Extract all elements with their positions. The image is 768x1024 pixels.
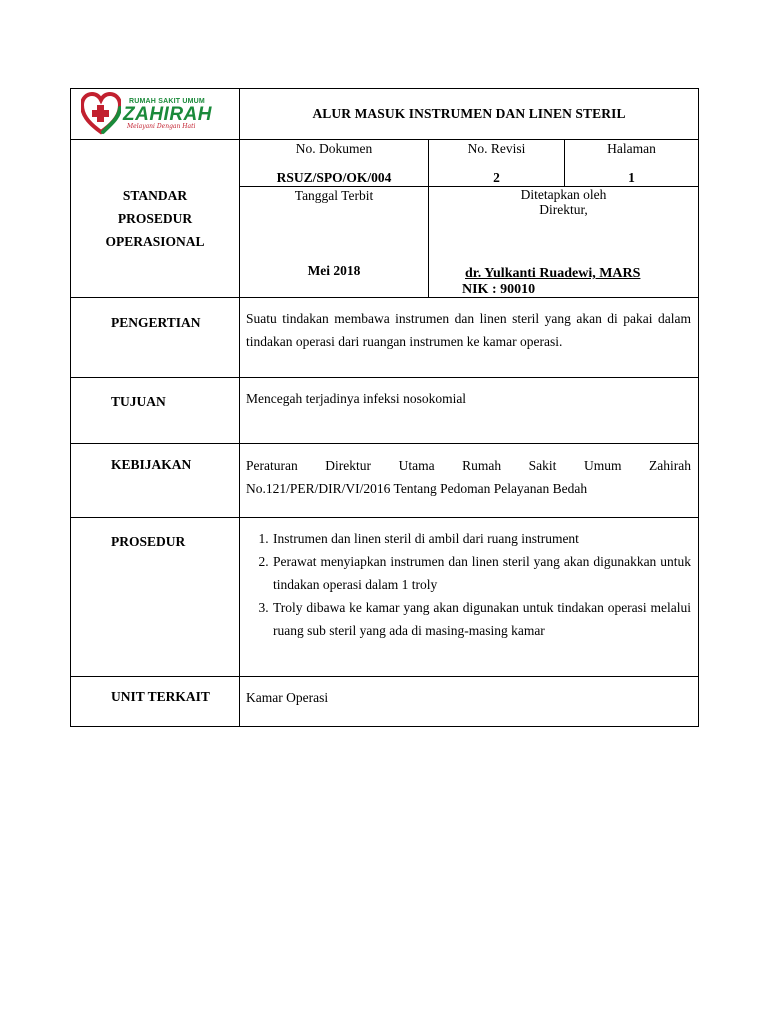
sop-type-line1: STANDAR — [122, 188, 188, 203]
section-text-tujuan: Mencegah terjadinya infeksi nosokomial — [240, 378, 699, 444]
procedure-step: 1. Instrumen dan linen steril di ambil dari ruang instrument — [272, 527, 691, 550]
signer-name: dr. Yulkanti Ruadewi, MARS — [465, 266, 641, 281]
section-label-pengertian: PENGERTIAN — [71, 298, 240, 378]
heart-cross-icon — [81, 92, 121, 136]
doc-number-label: No. Dokumen — [295, 141, 373, 156]
logo-hospital-type: RUMAH SAKIT UMUM — [129, 98, 205, 105]
revision-cell — [429, 140, 565, 187]
doc-number-value: RSUZ/SPO/OK/004 — [276, 170, 392, 185]
section-text-pengertian: Suatu tindakan membawa instrumen dan linen steril yang akan di pakai dalam tindakan operasi dari ruangan instrumen ke kamar operasi. — [240, 298, 699, 378]
doc-number-cell — [240, 140, 429, 187]
revision-label: No. Revisi — [467, 141, 526, 156]
sop-table — [70, 88, 699, 727]
page-cell — [565, 140, 699, 187]
hospital-logo — [71, 89, 239, 139]
approved-by-label: Ditetapkan oleh — [520, 187, 607, 202]
approval-cell — [429, 187, 699, 298]
section-label-prosedur: PROSEDUR — [71, 518, 240, 677]
signer-nik: NIK : 90010 — [462, 282, 536, 297]
section-label-kebijakan: KEBIJAKAN — [71, 444, 240, 518]
procedure-step: 3. Troly dibawa ke kamar yang akan digunakan untuk tindakan operasi melalui ruang sub steril yang ada di masing-masing kamar — [272, 596, 691, 642]
page-label: Halaman — [607, 141, 656, 156]
procedure-step: 2. Perawat menyiapkan instrumen dan linen steril yang akan digunakkan untuk tindakan operasi dalam 1 troly — [272, 550, 691, 596]
section-label-tujuan: TUJUAN — [71, 378, 240, 444]
sop-type-line3: OPERASIONAL — [105, 234, 205, 249]
procedure-steps — [246, 527, 691, 642]
section-text-unit-terkait: Kamar Operasi — [240, 677, 699, 727]
approver-role: Direktur, — [539, 202, 588, 217]
procedure-list-cell — [240, 518, 699, 677]
issue-date-cell — [240, 187, 429, 298]
section-label-unit-terkait: UNIT TERKAIT — [71, 677, 240, 727]
issue-date-label: Tanggal Terbit — [294, 188, 374, 203]
logo-tagline: Melayani Dengan Hati — [127, 123, 196, 130]
sop-type-line2: PROSEDUR — [117, 211, 193, 226]
revision-value: 2 — [493, 170, 500, 185]
document-title: ALUR MASUK INSTRUMEN DAN LINEN STERIL — [240, 89, 699, 140]
sop-type-cell — [71, 140, 240, 298]
logo-cell — [71, 89, 240, 140]
section-text-kebijakan: Peraturan Direktur Utama Rumah Sakit Umum Zahirah No.121/PER/DIR/VI/2016 Tentang Pedoman Pelayanan Bedah — [240, 444, 699, 518]
logo-hospital-name: ZAHIRAH — [123, 104, 212, 125]
page-value: 1 — [628, 170, 635, 185]
issue-date-value: Mei 2018 — [307, 263, 361, 278]
